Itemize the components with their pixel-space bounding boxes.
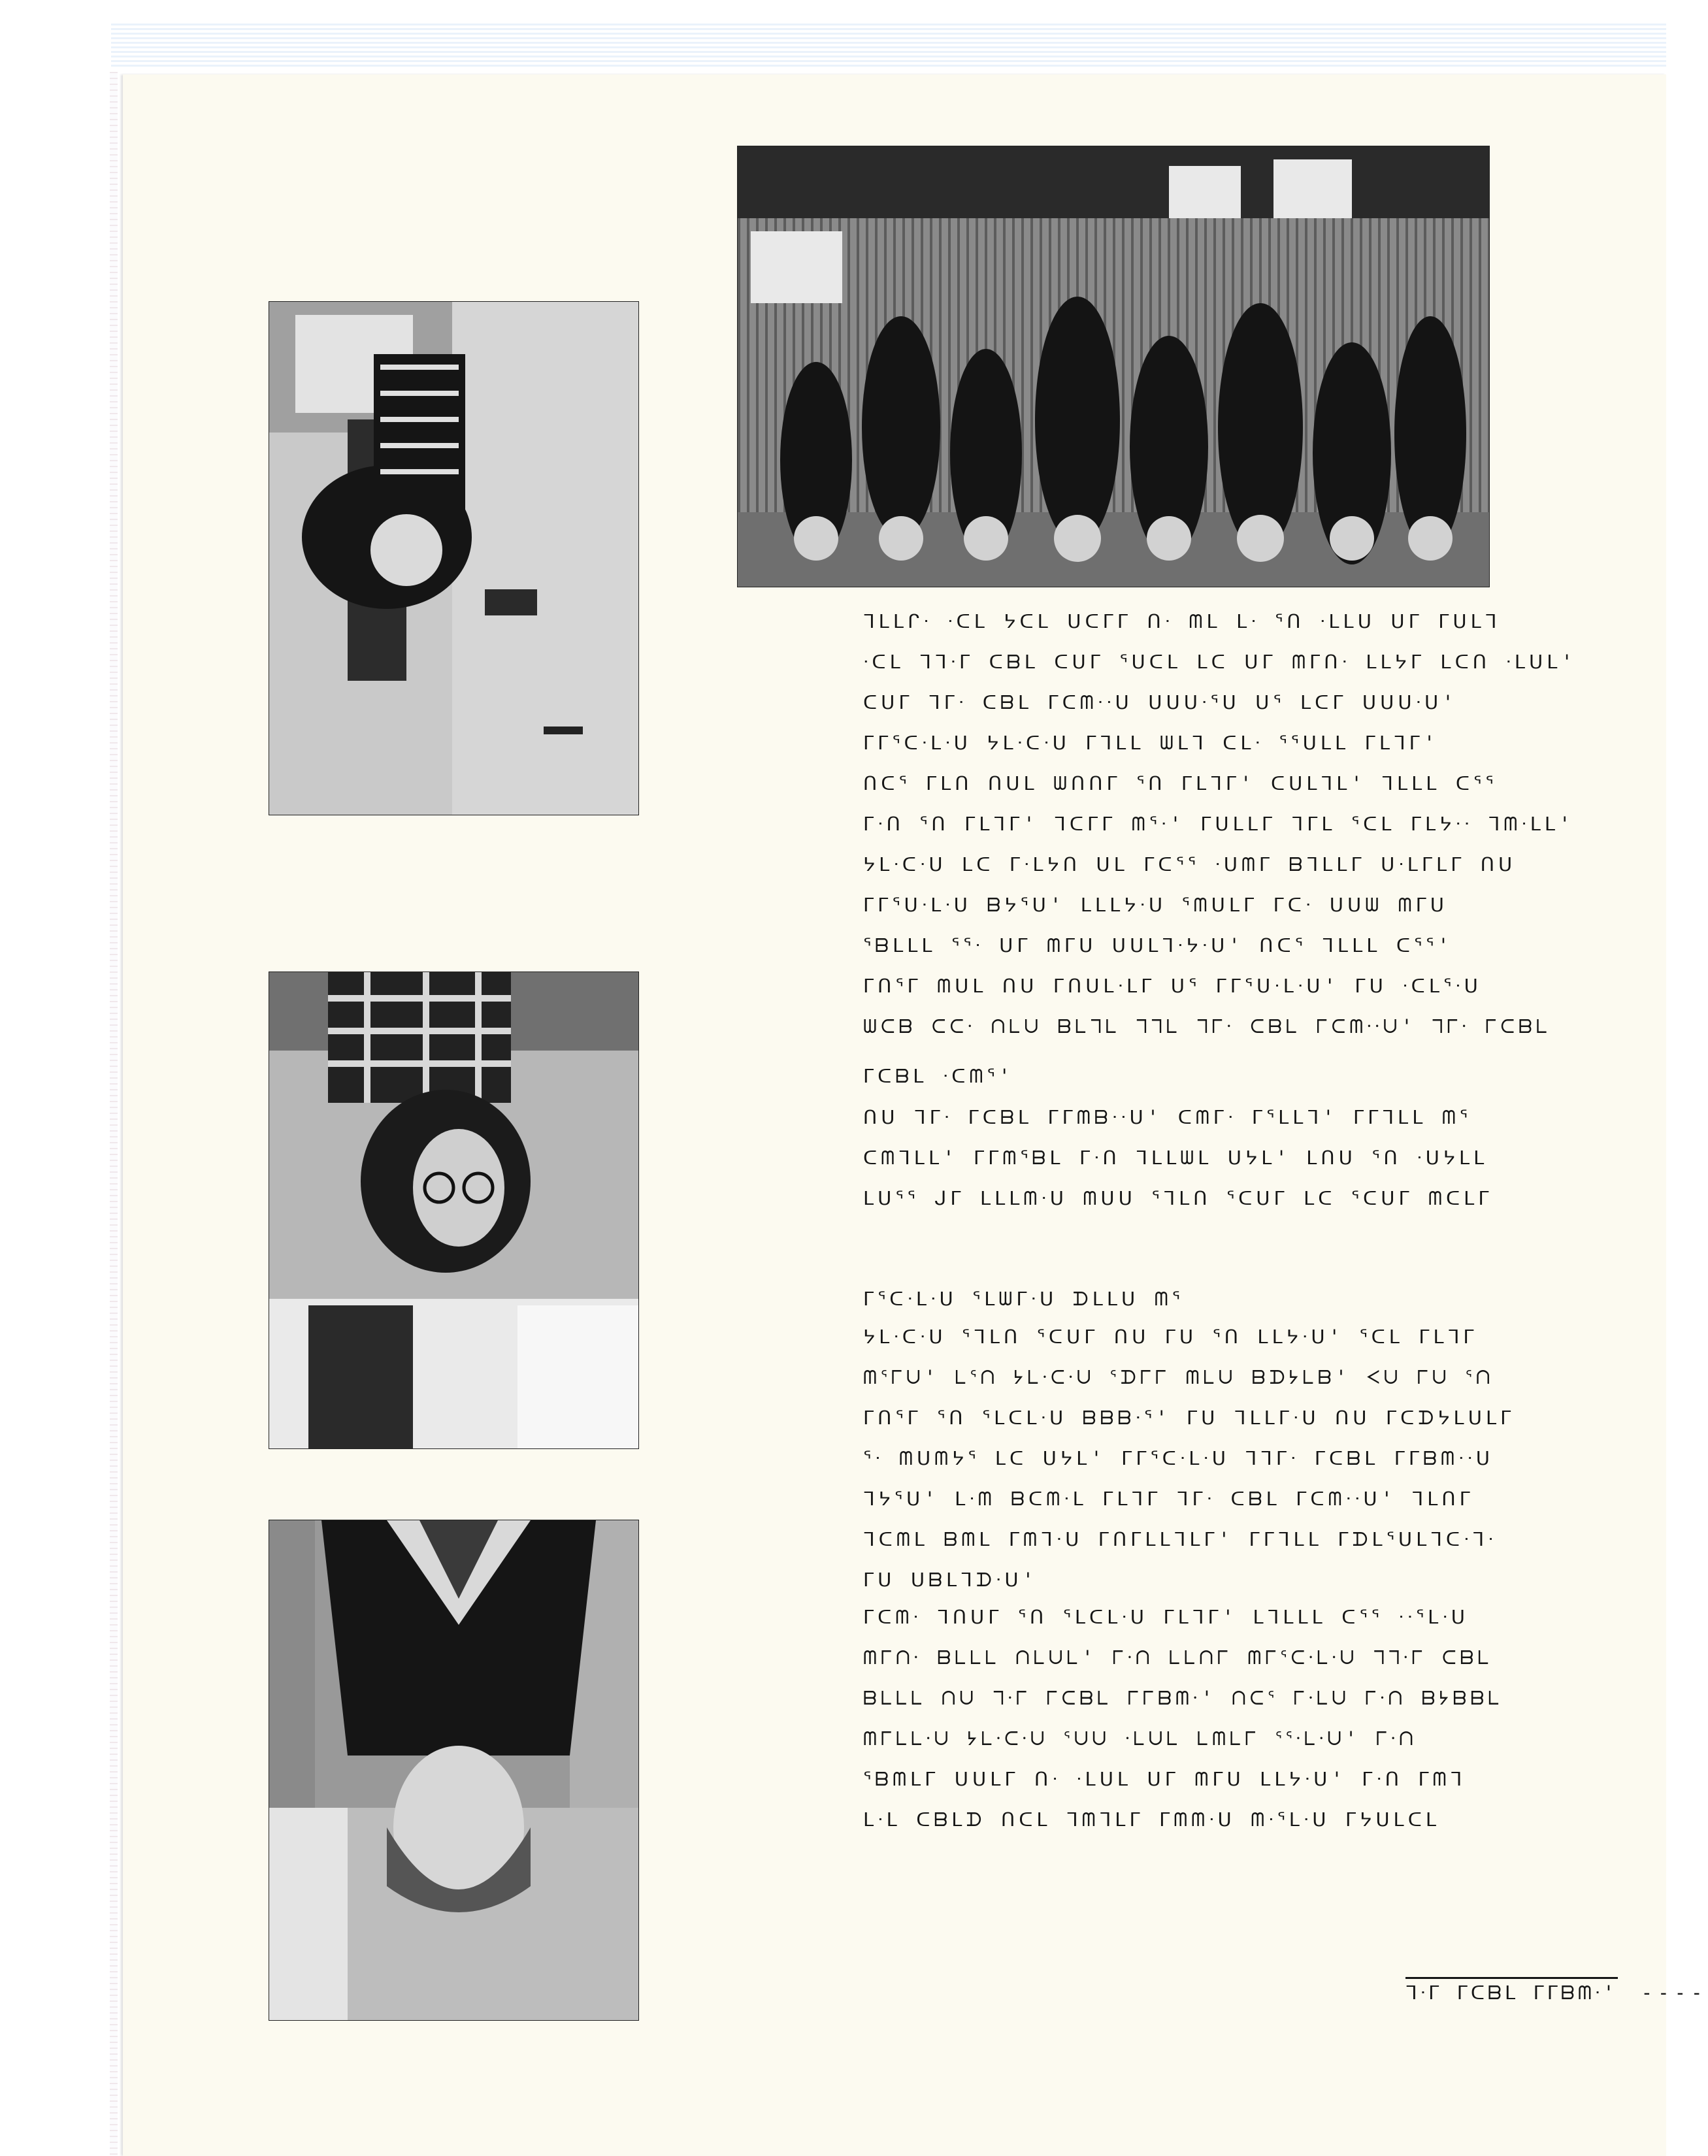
scanner-bed-top [111,24,1666,69]
photo-reading-student [269,301,639,815]
text-line: ᒥᑕᗷᒪ ᐧᑕᗰᕐ' [863,1065,1015,1087]
photo-student-glasses [269,972,639,1449]
text-line: ᕐᗷᗰᒪᒥ ᑌᑌᒪᒥ ᑎᐧ ᐧᒪᑌᒪ ᑌᒥ ᗰᒥᑌ ᒪᒪᔭᐧᑌ' ᒥᐧᑎ ᒥᗰᒣ [863,1768,1466,1790]
text-line: ᒪᑌᕐᕐ ᒍᒥ ᒪᒪᒪᗰᐧᑌ ᗰᑌᑌ ᕐᒣᒪᑎ ᕐᑕᑌᒥ ᒪᑕ ᕐᑕᑌᒥ ᗰᑕᒪᒥ [863,1187,1493,1209]
text-line: ᒥᕐᑕᐧᒪᐧᑌ ᕐᒪᗯᒥᐧᑌ ᗪᒪᒪᑌ ᗰᕐ [863,1288,1184,1310]
text-line: ᗰᒥᑎᐧ ᗷᒪᒪᒪ ᑎᒪᑌᒪ' ᒥᐧᑎ ᒪᒪᑎᒥ ᗰᒥᕐᑕᐧᒪᐧᑌ ᒣᒣᐧᒥ ᑕᗷᒪ [863,1646,1493,1669]
page-left-edge [110,72,118,2156]
text-line: ᕐᐧ ᗰᑌᗰᔭᕐ ᒪᑕ ᑌᔭᒪ' ᒥᒥᕐᑕᐧᒪᐧᑌ ᒣᒣᒥᐧ ᒥᑕᗷᒪ ᒥᒥᗷᗰᐧᐧᑌ [863,1447,1494,1469]
text-line: ᗰᕐᒥᑌ' ᒪᕐᑎ ᔭᒪᐧᑕᐧᑌ ᕐᗪᒥᒥ ᗰᒪᑌ ᗷᗪᔭᒪᗷ' ᐸᑌ ᒥᑌ ᕐᑎ [863,1366,1494,1388]
text-line: ᑎᑌ ᒣᒥᐧ ᒥᑕᗷᒪ ᒥᒥᗰᗷᐧᐧᑌ' ᑕᗰᒥᐧ ᒥᕐᒪᒪᒣ' ᒥᒥᒣᒪᒪ ᗰᕐ [863,1106,1471,1128]
text-line: ᒥᑎᕐᒥ ᕐᑎ ᕐᒪᑕᒪᐧᑌ ᗷᗷᗷᐧᕐ' ᒥᑌ ᒣᒪᒪᒥᐧᑌ ᑎᑌ ᒥᑕᗪᔭᒪᑌᒪᒥ [863,1407,1515,1429]
page-footer-reference [1405,1982,1708,2004]
text-line: ᗷᒪᒪᒪ ᑎᑌ ᒣᐧᒥ ᒥᑕᗷᒪ ᒥᒥᗷᗰᐧ' ᑎᑕᕐ ᒥᐧᒪᑌ ᒥᐧᑎ ᗷᔭᗷᗷᒪ [863,1687,1503,1709]
text-line: ᑕᑌᒥ ᒣᒥᐧ ᑕᗷᒪ ᒥᑕᗰᐧᐧᑌ ᑌᑌᑌᐧᕐᑌ ᑌᕐ ᒪᑕᒥ ᑌᑌᑌᐧᑌ' [863,691,1458,713]
text-line: ᒣᒪᒪᒋᐧ ᐧᑕᒪ ᔭᑕᒪ ᑌᑕᒥᒥ ᑎᐧ ᗰᒪ ᒪᐧ ᕐᑎ ᐧᒪᒪᑌ ᑌᒥ ᒥᑌᒪᒣ [863,610,1501,632]
text-line: ᒪᐧᒪ ᑕᗷᒪᗪ ᑎᑕᒪ ᒣᗰᒣᒪᒥ ᒥᗰᗰᐧᑌ ᗰᐧᕐᒪᐧᑌ ᒥᔭᑌᒪᑕᒪ [863,1808,1441,1831]
text-line: ᑕᗰᒣᒪᒪ' ᒥᒥᗰᕐᗷᒪ ᒥᐧᑎ ᒣᒪᒪᗯᒪ ᑌᔭᒪ' ᒪᑎᑌ ᕐᑎ ᐧᑌᔭᒪᒪ [863,1147,1488,1169]
text-line: ᔭᒪᐧᑕᐧᑌ ᕐᒣᒪᑎ ᕐᑕᑌᒥ ᑎᑌ ᒥᑌ ᕐᑎ ᒪᒪᔭᐧᑌ' ᕐᑕᒪ ᒥᒪᒣᒥ [863,1326,1478,1348]
text-line: ᒥᑕᗰᐧ ᒣᑎᑌᒥ ᕐᑎ ᕐᒪᑕᒪᐧᑌ ᒥᒪᒣᒥ' ᒪᒣᒪᒪᒪ ᑕᕐᕐ ᐧᐧᕐᒪᐧᑌ [863,1606,1469,1628]
footer-dashes: ---- [1641,1982,1708,2004]
text-line: ᑎᑕᕐ ᒥᒪᑎ ᑎᑌᒪ ᗯᑎᑎᒥ ᕐᑎ ᒥᒪᒣᒥ' ᑕᑌᒪᒣᒪ' ᒣᒪᒪᒪ ᑕᕐᕐ [863,772,1498,794]
text-line: ᒥᒥᕐᑕᐧᒪᐧᑌ ᔭᒪᐧᑕᐧᑌ ᒥᒣᒪᒪ ᗯᒪᒣ ᑕᒪᐧ ᕐᕐᑌᒪᒪ ᒥᒪᒣᒥ' [863,732,1439,754]
text-line: ᔭᒪᐧᑕᐧᑌ ᒪᑕ ᒥᐧᒪᔭᑎ ᑌᒪ ᒥᑕᕐᕐ ᐧᑌᗰᒥ ᗷᒣᒪᒪᒥ ᑌᐧᒪᒥᒪᒥ ᑎᑌ [863,853,1517,875]
text-line: ᒥᑎᕐᒥ ᗰᑌᒪ ᑎᑌ ᒥᑎᑌᒪᐧᒪᒥ ᑌᕐ ᒥᒥᕐᑌᐧᒪᐧᑌ' ᒥᑌ ᐧᑕᒪᕐᐧᑌ [863,975,1482,997]
text-line: ᒣᑕᗰᒪ ᗷᗰᒪ ᒥᗰᒣᐧᑌ ᒥᑎᒥᒪᒪᒣᒪᒥ' ᒥᒥᒣᒪᒪ ᒥᗪᒪᕐᑌᒪᒣᑕᐧᒣᐧ [863,1528,1497,1550]
text-line: ᗰᒥᒪᒪᐧᑌ ᔭᒪᐧᑕᐧᑌ ᕐᑌᑌ ᐧᒪᑌᒪ ᒪᗰᒪᒥ ᕐᕐᐧᒪᐧᑌ' ᒥᐧᑎ [863,1727,1417,1750]
photo-teacher-portrait [269,1520,639,2021]
text-line: ᒥᒥᕐᑌᐧᒪᐧᑌ ᗷᔭᕐᑌ' ᒪᒪᒪᔭᐧᑌ ᕐᗰᑌᒪᒥ ᒥᑕᐧ ᑌᑌᗯ ᗰᒥᑌ [863,894,1448,916]
yearbook-page [123,74,1708,2156]
footer-text: ᒣᐧᒥ ᒥᑕᗷᒪ ᒥᒥᗷᗰᐧ' [1405,1977,1618,2004]
text-line: ᒥᑌ ᑌᗷᒪᒣᗪᐧᑌ' [863,1569,1038,1591]
text-line: ᒥᐧᑎ ᕐᑎ ᒥᒪᒣᒥ' ᒣᑕᒥᒥ ᗰᕐᐧ' ᒥᑌᒪᒪᒥ ᒣᒥᒪ ᕐᑕᒪ ᒥᒪᔭᐧᐧ ᒣᗰᐧᒪᒪ' [863,813,1575,835]
text-line: ᒣᔭᕐᑌ' ᒪᐧᗰ ᗷᑕᗰᐧᒪ ᒥᒪᒣᒥ ᒣᒥᐧ ᑕᗷᒪ ᒥᑕᗰᐧᐧᑌ' ᒣᒪᑎᒥ [863,1488,1474,1510]
text-line: ᗯᑕᗷ ᑕᑕᐧ ᑎᒪᑌ ᗷᒪᒣᒪ ᒣᒣᒪ ᒣᒥᐧ ᑕᗷᒪ ᒥᑕᗰᐧᐧᑌ' ᒣᒥᐧ ᒥᑕᗷᒪ [863,1015,1552,1037]
photo-group-students [737,146,1490,587]
text-line: ᕐᗷᒪᒪᒪ ᕐᕐᐧ ᑌᒥ ᗰᒥᑌ ᑌᑌᒪᒣᐧᔭᐧᑌ' ᑎᑕᕐ ᒣᒪᒪᒪ ᑕᕐᕐ' [863,934,1453,956]
text-line: ᐧᑕᒪ ᒣᒣᐧᒥ ᑕᗷᒪ ᑕᑌᒥ ᕐᑌᑕᒪ ᒪᑕ ᑌᒥ ᗰᒥᑎᐧ ᒪᒪᔭᒥ ᒪᑕᑎ ᐧᒪᑌᒪ' [863,651,1577,673]
